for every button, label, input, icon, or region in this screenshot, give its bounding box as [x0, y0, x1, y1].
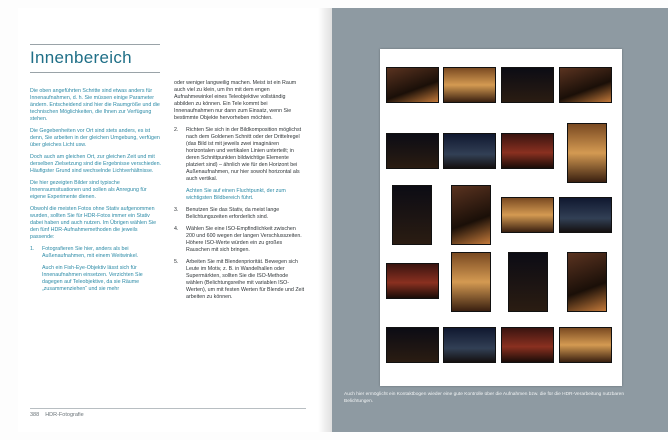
list-text: Wählen Sie eine ISO-Empfindlichkeit zwischen 200 und 600 wegen der langen Verschlusszeiten. Höhere ISO-Werte würden ein zu großes Rauschen mit sich bringen.	[186, 226, 302, 253]
list-text: Arbeiten Sie mit Blendenpriorität. Bewegen sich Leute im Motiv, z. B. in Wandelhallen oder Supermärkten, sollten Sie die ISO-Methode wählen (Belichtungsreihe mit variablen ISO-Werten), um mit festen Werten für Blende und Zeit arbeiten zu können.	[186, 259, 305, 300]
list-item	[174, 188, 306, 202]
list-item	[174, 259, 306, 301]
contact-sheet-image	[380, 49, 622, 386]
thumbnail	[559, 197, 612, 233]
thumbnail	[508, 252, 548, 312]
list-number	[174, 188, 182, 202]
page-heading: Innenbereich	[30, 48, 132, 67]
thumbnail	[451, 185, 491, 245]
thumbnail	[392, 185, 432, 245]
thumbnail	[386, 133, 439, 169]
list-item	[30, 265, 162, 293]
heading-top-rule	[30, 44, 160, 45]
left-text-column	[30, 88, 162, 298]
footer-rule	[30, 408, 306, 409]
list-number: 5.	[174, 259, 179, 265]
heading-bottom-rule	[30, 72, 160, 73]
thumbnail	[386, 263, 439, 299]
paragraph: Die hier gezeigten Bilder sind typische Innenraumsituationen und sollen als Anregung für eigene Experimente dienen.	[30, 180, 147, 200]
thumbnail	[501, 197, 554, 233]
right-text-column	[174, 80, 306, 306]
list-text: Auch ein Fish-Eye-Objektiv lässt sich für Innenaufnahmen einsetzen. Verzichten Sie dagegen auf Teleobjektive, da sie Räume „zusammenziehen“ und sie mehr	[42, 265, 143, 292]
thumbnail	[501, 327, 554, 363]
list-number	[30, 265, 38, 293]
thumbnail	[443, 67, 496, 103]
thumbnail	[443, 133, 496, 169]
list-number: 2.	[174, 127, 179, 133]
paragraph: Obwohl die meisten Fotos ohne Stativ aufgenommen wurden, sollten Sie für HDR-Fotos immer ein Stativ dabei haben und auch nutzen. Im Übrigen wählen Sie den fünf HDR-Aufnahmemethoden die jeweils passende:	[30, 206, 157, 240]
list-text: Benutzen Sie das Stativ, da meist lange Belichtungszeiten erforderlich sind.	[186, 207, 280, 220]
running-title: HDR-Fotografie	[45, 412, 84, 418]
paragraph: Doch auch am gleichen Ort, zur gleichen Zeit und mit derselben Zielsetzung sind die Ergebnisse verschieden. Häufigster Grund sind wechselnde Lichtverhältnisse.	[30, 154, 162, 174]
list-item	[174, 127, 306, 183]
paragraph: Die oben angeführten Schritte sind etwas anders für Innenaufnahmen, d. h. Sie müssen einige Parameter ändern. Entscheidend sind hier die Raumgröße und die technischen Möglichkeiten, die Ihnen zur Verfügung stehen.	[30, 88, 160, 122]
thumbnail	[501, 67, 554, 103]
thumbnail	[567, 123, 607, 183]
list-text: Achten Sie auf einen Fluchtpunkt, der zum wichtigsten Bildbereich führt.	[186, 188, 286, 201]
list-text: Fotografieren Sie hier, anders als bei Außenaufnahmen, mit einem Weitwinkel.	[42, 246, 139, 259]
page-number: 388	[30, 412, 40, 418]
figure-caption: Auch hier ermöglicht ein Kontaktbogen wieder eine gute Kontrolle über die Aufnahmen bzw. die für die HDR-Verarbeitung nutzbaren Belichtungen.	[344, 392, 624, 404]
list-number: 1.	[30, 246, 35, 252]
paragraph: Die Gegebenheiten vor Ort sind stets anders, es ist denn, Sie arbeiten in der gleichen Umgebung, verfügen über gleiches Licht usw.	[30, 128, 160, 148]
list-number: 3.	[174, 207, 179, 213]
list-item	[30, 246, 162, 260]
thumbnail	[567, 252, 607, 312]
thumbnail	[443, 327, 496, 363]
thumbnail	[386, 327, 439, 363]
list-text: Richten Sie sich in der Bildkomposition möglichst nach dem Goldenen Schnitt oder der Drittelregel (das Bild ist mit jeweils zwei imaginären horizontalen und vertikalen Linien unterteilt; in deren Schnittpunkten bildwichtige Elemente platziert sind) – ähnlich wie für den Horizont bei Außenaufnahmen, nur hier sowohl horizontal als auch vertikal.	[186, 127, 302, 182]
thumbnail	[451, 252, 491, 312]
thumbnail	[501, 133, 554, 169]
list-item	[174, 207, 306, 221]
thumbnail	[559, 327, 612, 363]
thumbnail	[386, 67, 439, 103]
list-item	[174, 226, 306, 254]
paragraph: oder weniger langweilig machen. Meist ist ein Raum auch viel zu klein, um ihn mit dem engen Aufnahmewinkel eines Teleobjektive vollständig abbilden zu können. Ein Tele kommt bei Innenaufnahmen nur dann zum Einsatz, wenn Sie bestimmte Objekte hervorheben möchten.	[174, 80, 297, 121]
list-number: 4.	[174, 226, 179, 232]
gutter-shadow	[318, 8, 332, 432]
thumbnail	[559, 67, 612, 103]
page-footer	[30, 412, 84, 418]
